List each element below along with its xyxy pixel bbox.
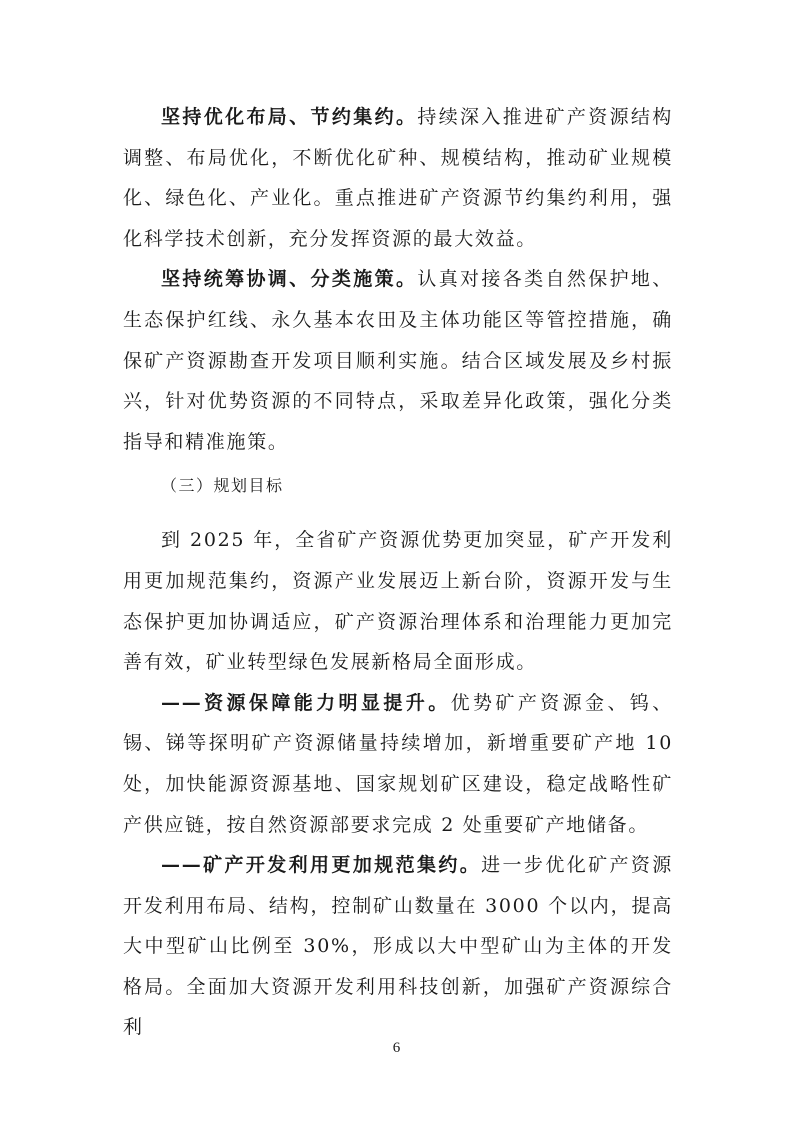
goal-paragraph-development-utilization <box>123 845 673 1048</box>
paragraph-lead-text: ——资源保障能力明显提升。 <box>161 691 451 714</box>
paragraph-body-text: 持续深入推进矿产资源结构调整、布局优化，不断优化矿种、规模结构，推动矿业规模化、绿色化、产业化。重点推进矿产资源节约集约利用，强化科学技术创新，充分发挥资源的最大效益。 <box>123 106 673 250</box>
document-page <box>123 97 681 1048</box>
goals-intro-paragraph: 到 2025 年，全省矿产资源优势更加突显，矿产开发利用更加规范集约，资源产业发展迈上新台阶，资源开发与生态保护更加协调适应，矿产资源治理体系和治理能力更加完善有效，矿业转型绿色发展新格局全面形成。 <box>123 529 673 674</box>
section-heading: （三）规划目标 <box>161 476 284 496</box>
goal-paragraph-resource-security <box>123 683 681 845</box>
paragraph-lead-text: 坚持优化布局、节约集约。 <box>161 106 418 128</box>
paragraph-body-text: 认真对接各类自然保护地、生态保护红线、永久基本农田及主体功能区等管控措施，确保矿产资源勘查开发项目顺利实施。结合区域发展及乡村振兴，针对优势资源的不同特点，采取差异化政策，强化分类指导和精准施策。 <box>123 268 673 453</box>
paragraph-body-text: 优势矿产资源金、钨、锡、锑等探明矿产资源储量持续增加，新增重要矿产地 10 处，加快能源资源基地、国家规划矿区建设，稳定战略性矿产供应链，按自然资源部要求完成 2 处重要矿产地储备。 <box>123 691 681 836</box>
paragraph-lead-text: 坚持统筹协调、分类施策。 <box>161 268 418 291</box>
page-number: 6 <box>392 1040 401 1056</box>
principle-paragraph-optimize-layout <box>123 97 673 259</box>
paragraph-lead-text: ——矿产开发利用更加规范集约。 <box>161 854 482 877</box>
principle-paragraph-coordination <box>123 259 673 462</box>
paragraph-body-text: 进一步优化矿产资源开发利用布局、结构，控制矿山数量在 3000 个以内，提高大中型矿山比例至 30%，形成以大中型矿山为主体的开发格局。全面加大资源开发利用科技创新，加强矿产资源综合利 <box>123 854 673 1039</box>
